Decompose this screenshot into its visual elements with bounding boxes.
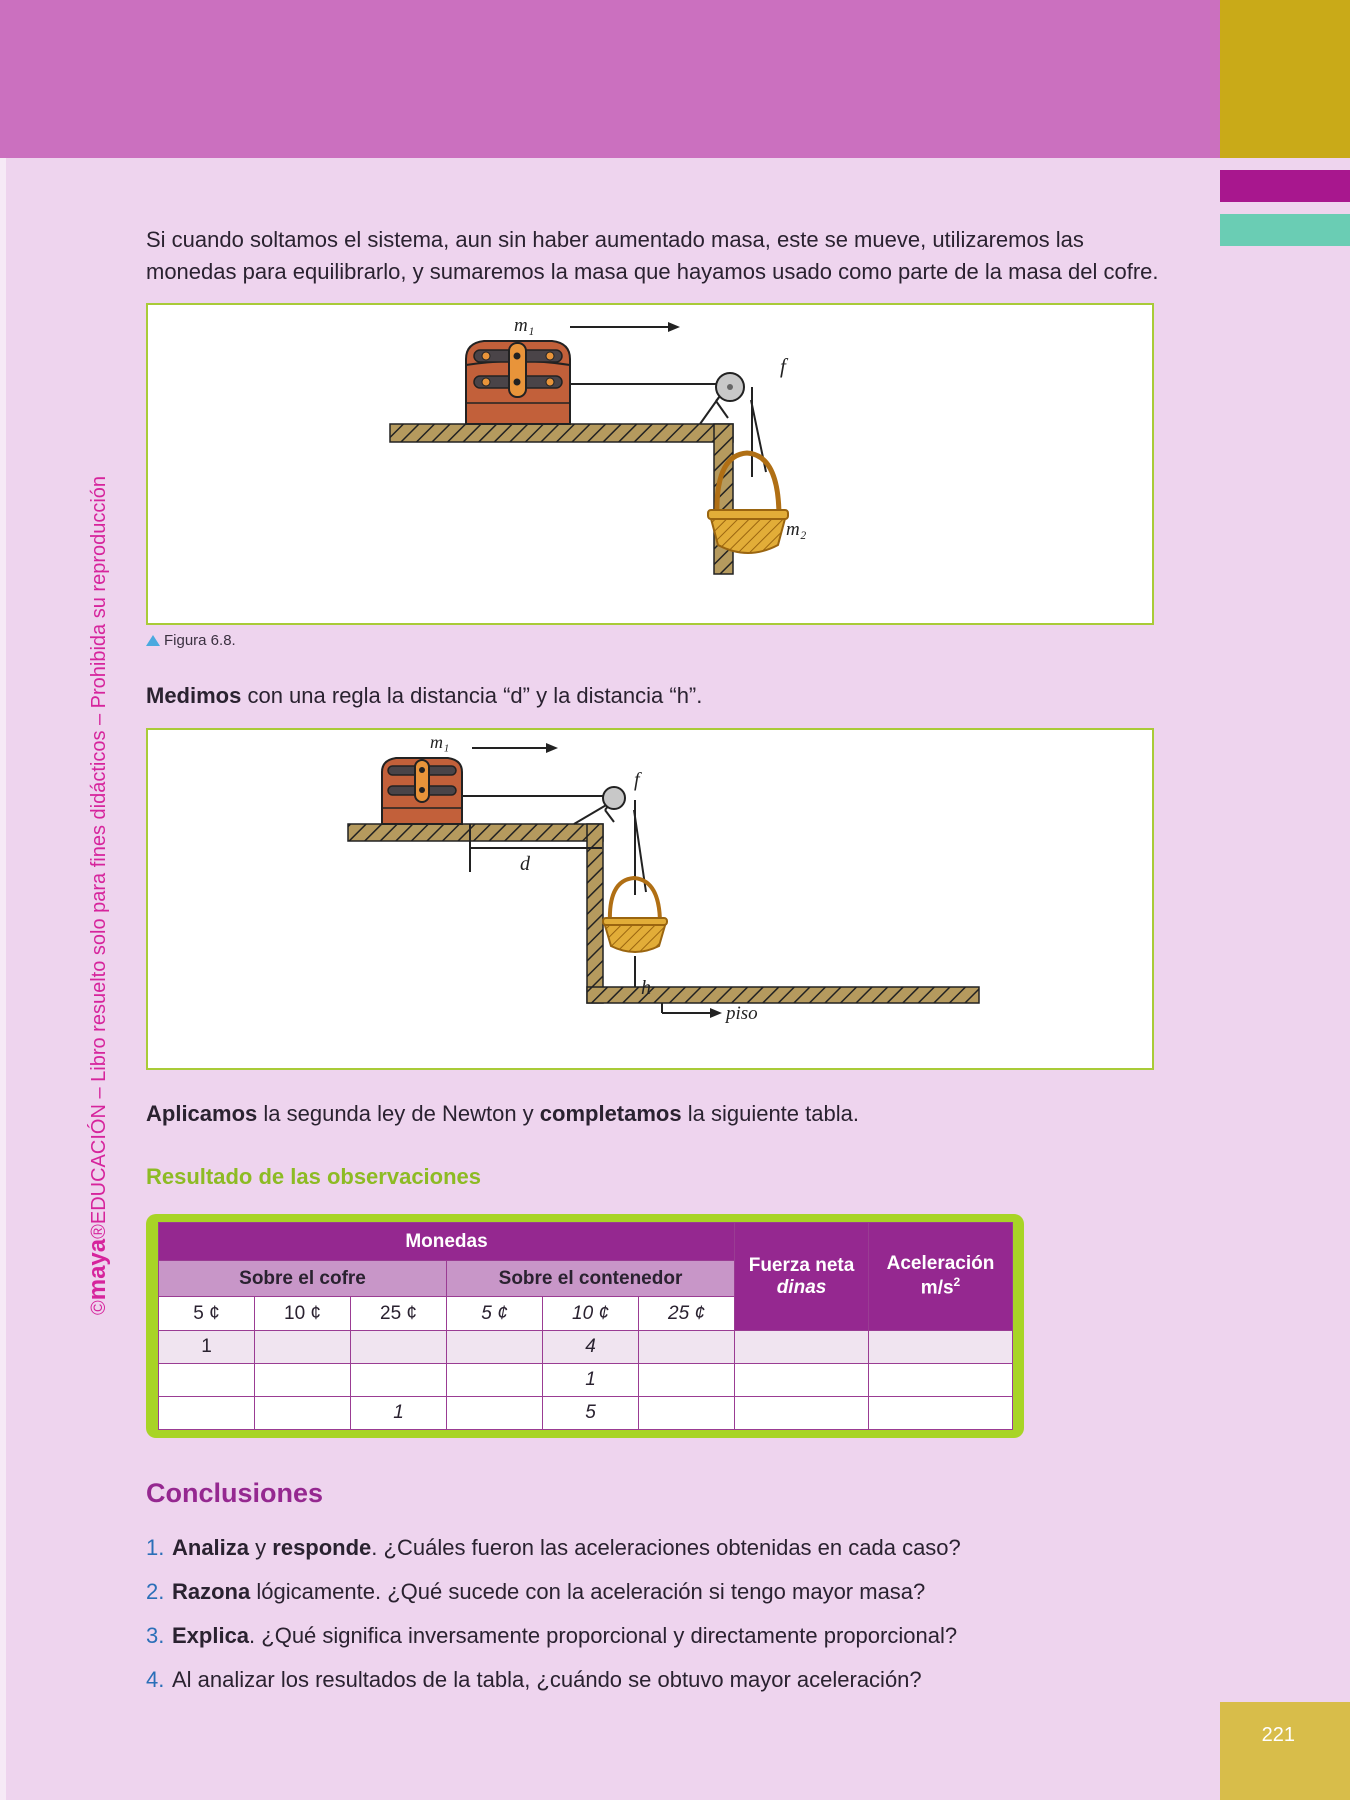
table-cell	[159, 1364, 255, 1397]
page-number-box	[1220, 1702, 1350, 1800]
item-text: lógicamente. ¿Qué sucede con la aceleración si tengo mayor masa?	[250, 1579, 926, 1604]
label-h: h	[641, 977, 651, 999]
item-text: y	[249, 1535, 273, 1560]
item-text: . ¿Cuáles fueron las aceleraciones obtenidas en cada caso?	[371, 1535, 961, 1560]
table-row	[159, 1331, 1013, 1364]
apply-paragraph	[146, 1098, 859, 1130]
header-aceleracion	[869, 1223, 1013, 1331]
table-cell	[735, 1364, 869, 1397]
results-table-frame	[146, 1214, 1024, 1438]
table-cell	[447, 1331, 543, 1364]
pulley	[574, 787, 625, 824]
figure2-diagram	[148, 730, 1152, 1068]
table-cell	[255, 1397, 351, 1430]
figure-caption	[146, 632, 236, 649]
apply-bold-1: Aplicamos	[146, 1101, 258, 1126]
table-cell: 1	[543, 1364, 639, 1397]
item-number: 3.	[146, 1623, 165, 1648]
list-item	[146, 1526, 1146, 1570]
table-cell	[735, 1331, 869, 1364]
table-cell: 1	[159, 1331, 255, 1364]
header-sobre-contenedor: Sobre el contenedor	[447, 1261, 735, 1297]
coin-header: 10 ¢	[543, 1297, 639, 1331]
page-edge	[0, 158, 6, 1800]
header-fuerza-unit: dinas	[776, 1276, 827, 1298]
apply-text-1: la segunda ley de Newton y	[257, 1101, 540, 1126]
table-cell	[159, 1397, 255, 1430]
results-table	[158, 1222, 1013, 1430]
item-number: 1.	[146, 1535, 165, 1560]
item-bold: Analiza	[172, 1535, 250, 1560]
header-corner-block	[1220, 0, 1350, 158]
label-m1: m₁	[430, 732, 450, 752]
triangle-icon	[146, 635, 160, 646]
caption-text: Figura 6.8.	[164, 632, 236, 649]
coin-header: 25 ¢	[639, 1297, 735, 1331]
item-bold: responde	[272, 1535, 372, 1560]
header-acel-unit-wrap	[869, 1275, 1012, 1299]
coin-header: 5 ¢	[447, 1297, 543, 1331]
table-cell	[351, 1331, 447, 1364]
table-cell	[639, 1364, 735, 1397]
copyright-text: EDUCACIÓN – Libro resuelto solo para fines didácticos – Prohibida su reproducción	[88, 475, 110, 1225]
motion-arrow	[472, 743, 558, 753]
section-tab-teal	[1220, 214, 1350, 246]
table-cell	[351, 1364, 447, 1397]
header-acel-label: Aceleración	[886, 1253, 995, 1275]
header-fuerza-neta	[735, 1223, 869, 1331]
list-item	[146, 1570, 1146, 1614]
header-acel-unit: m/s	[920, 1277, 954, 1299]
motion-arrow	[570, 322, 680, 332]
table-cell: 1	[351, 1397, 447, 1430]
header-fuerza-label: Fuerza neta	[748, 1254, 855, 1276]
label-piso: piso	[726, 1003, 758, 1024]
page-number: 221	[1261, 1724, 1295, 1746]
chest-m1	[382, 758, 462, 824]
results-title: Resultado de las observaciones	[146, 1164, 482, 1189]
label-f: f	[634, 769, 640, 791]
table-cell: 5	[543, 1397, 639, 1430]
table-cell	[735, 1397, 869, 1430]
table-cell	[869, 1397, 1013, 1430]
copyright-symbol: ©	[88, 1300, 110, 1315]
measure-text: con una regla la distancia “d” y la distancia “h”.	[241, 683, 703, 708]
table-row	[159, 1364, 1013, 1397]
list-item	[146, 1658, 1146, 1702]
apply-bold-2: completamos	[539, 1101, 682, 1126]
conclusions-list	[146, 1526, 1146, 1702]
figure-6-8	[146, 303, 1154, 625]
registered-symbol: ®	[88, 1224, 110, 1239]
chest-m1	[466, 341, 570, 424]
label-f: f	[780, 354, 786, 378]
table-cell	[255, 1364, 351, 1397]
table-cell	[639, 1331, 735, 1364]
table-surface	[390, 424, 733, 574]
table-cell	[869, 1364, 1013, 1397]
table-cell	[639, 1397, 735, 1430]
floor-arrow	[662, 1003, 722, 1018]
apply-text-2: la siguiente tabla.	[681, 1101, 859, 1126]
table-cell	[447, 1397, 543, 1430]
pulley	[700, 373, 744, 424]
table-cell	[255, 1331, 351, 1364]
measure-paragraph	[146, 680, 702, 712]
item-bold: Explica	[172, 1623, 250, 1648]
copyright-sidebar	[84, 475, 112, 1315]
brand-name: maya	[84, 1238, 111, 1301]
item-text: Al analizar los resultados de la tabla, ¿cuándo se obtuvo mayor aceleración?	[172, 1667, 922, 1692]
label-m1: m₁	[514, 315, 535, 336]
header-sobre-cofre: Sobre el cofre	[159, 1261, 447, 1297]
item-number: 4.	[146, 1667, 165, 1692]
table-cell	[447, 1364, 543, 1397]
rope	[462, 796, 646, 895]
item-number: 2.	[146, 1579, 165, 1604]
section-tab-magenta	[1220, 170, 1350, 202]
item-text: . ¿Qué significa inversamente proporcional y directamente proporcional?	[249, 1623, 958, 1648]
coin-header: 25 ¢	[351, 1297, 447, 1331]
header-acel-exp: 2	[953, 1275, 961, 1290]
figure-distance	[146, 728, 1154, 1070]
coin-header: 10 ¢	[255, 1297, 351, 1331]
table-cell: 4	[543, 1331, 639, 1364]
figure1-diagram	[148, 305, 1152, 623]
measure-bold: Medimos	[146, 683, 242, 708]
item-bold: Razona	[172, 1579, 251, 1604]
label-d: d	[520, 853, 530, 875]
coin-header: 5 ¢	[159, 1297, 255, 1331]
header-band	[0, 0, 1220, 158]
table-row	[159, 1397, 1013, 1430]
header-monedas: Monedas	[159, 1223, 735, 1261]
table-surface	[348, 824, 603, 1003]
conclusions-title: Conclusiones	[146, 1478, 324, 1508]
label-m2: m₂	[786, 519, 807, 540]
list-item	[146, 1614, 1146, 1658]
intro-paragraph: Si cuando soltamos el sistema, aun sin haber aumentado masa, este se mueve, utilizaremos las monedas para equilibrarlo, y sumaremos la masa que hayamos usado como parte de la masa del cofre.	[146, 227, 1159, 284]
table-cell	[869, 1331, 1013, 1364]
